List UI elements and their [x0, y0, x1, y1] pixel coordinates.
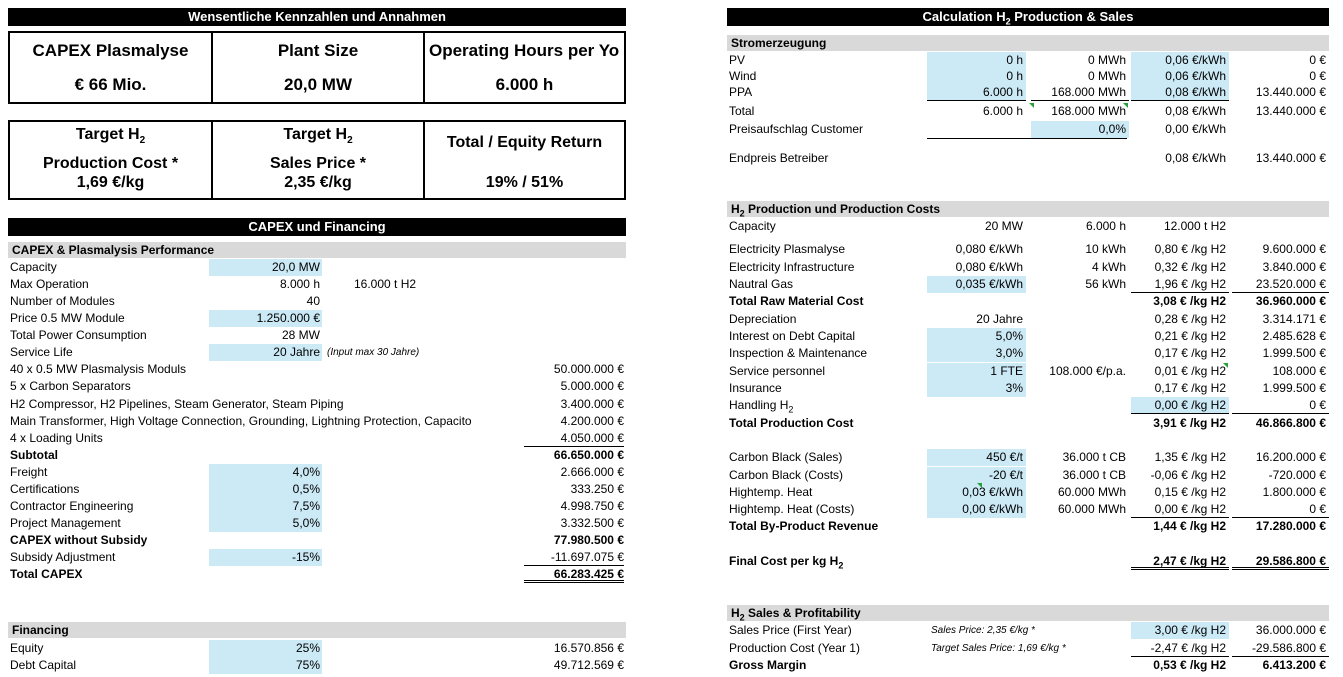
capex-row-label: Max Operation [10, 277, 89, 291]
row-label: Production Cost (Year 1) [729, 641, 860, 655]
row-d: 13.440.000 € [1255, 104, 1326, 118]
row-b: 36.000 t CB [1062, 450, 1126, 464]
row-b: 0,0% [1031, 121, 1129, 138]
row-a: 1 FTE [927, 363, 1026, 380]
capex-row-input: 8.000 h [279, 277, 320, 291]
capex-row-note: (Input max 30 Jahre) [327, 347, 420, 358]
kennzahlen-header: Wensentliche Kennzahlen und Annahmen [8, 8, 626, 26]
row-c: 3,91 € /kg H2 [1153, 416, 1226, 430]
capex-row-amount: 3.332.500 € [524, 515, 624, 532]
row-label: Total Raw Material Cost [729, 294, 864, 308]
row-a: 6.000 h [982, 104, 1023, 118]
row-label: Final Cost per kg $H_2$ [729, 554, 844, 571]
capex-row-amount: 4.200.000 € [524, 413, 624, 430]
row-c: 1,96 € /kg H2 [1131, 276, 1229, 293]
capex-row-label: Main Transformer, High Voltage Connection, Grounding, Lightning Protection, Capacito [10, 414, 472, 428]
capex-row-label: 4 x Loading Units [10, 431, 103, 445]
capex-row-input: -15% [209, 549, 322, 566]
row-b: 108.000 €/p.a. [1049, 364, 1126, 378]
row-label: Total Production Cost [729, 416, 854, 430]
capex-row-input: 0,5% [209, 481, 322, 498]
row-c: 3,00 € /kg H2 [1131, 622, 1229, 639]
row-c: 0,08 €/kWh [1165, 151, 1226, 165]
capex-row-amount: -11.697.075 € [524, 549, 624, 566]
row-d: 46.866.800 € [1255, 416, 1326, 430]
row-label: Gross Margin [729, 658, 807, 672]
row-label: Sales Price (First Year) [729, 623, 852, 637]
row-b: 4 kWh [1091, 260, 1126, 274]
row-d: 23.520.000 € [1232, 276, 1329, 293]
capex-row-label: Total CAPEX [10, 567, 83, 581]
kpi-target-sales-label: Target $H_2$ Sales Price * [269, 126, 367, 173]
comment-marker [1123, 103, 1128, 108]
row-c: 0,53 € /kg H2 [1153, 658, 1226, 672]
row-c: 3,08 € /kg H2 [1153, 294, 1226, 308]
financing-row-amount: 16.570.856 € [553, 641, 624, 655]
kpi-capex-label: CAPEX Plasmalyse [32, 41, 189, 60]
capex-row-amount: 66.650.000 € [524, 447, 624, 464]
row-c: 0,17 € /kg H2 [1154, 346, 1226, 360]
capex-row-input: 20,0 MW [209, 259, 322, 276]
kpi-return-label: Total / Equity Return [446, 134, 603, 151]
row-a: 0,080 €/kWh [955, 242, 1023, 256]
row-a: -20 €/t [927, 467, 1026, 484]
sales-note: Sales Price: 2,35 €/kg * [931, 625, 1035, 636]
kpi-hours-label: Operating Hours per Yo [429, 41, 620, 60]
row-b: 36.000 t CB [1062, 468, 1126, 482]
financing-section: Financing [8, 622, 626, 638]
row-c: -2,47 € /kg H2 [1131, 640, 1229, 657]
row-c: 0,80 € /kg H2 [1154, 242, 1226, 256]
row-label: Electricity Infrastructure [729, 260, 855, 274]
kpi-plant-size-label: Plant Size [277, 41, 359, 60]
row-a: 3% [927, 380, 1026, 397]
row-d: 36.000.000 € [1255, 623, 1326, 637]
row-c: 2,47 € /kg H2 [1131, 553, 1229, 570]
row-d: 0 € [1232, 397, 1329, 414]
divider [927, 138, 1127, 139]
calculation-header: Calculation $H_2$ Production & Sales [727, 8, 1329, 26]
row-c: 0,06 €/kWh [1131, 68, 1229, 85]
financing-row-amount: 49.712.569 € [553, 658, 624, 672]
capex-row-input: 20 Jahre [209, 344, 322, 361]
capex-row-label: Project Management [10, 516, 121, 530]
row-a: 20 MW [984, 219, 1023, 233]
kpi-target-cost-value: 1,69 €/kg [76, 174, 145, 191]
row-label: Service personnel [729, 364, 826, 378]
row-label: Nautral Gas [729, 277, 794, 291]
capex-row-amount: 77.980.500 € [524, 532, 624, 549]
row-d: 1.999.500 € [1262, 346, 1326, 360]
capex-row-label: Certifications [10, 482, 80, 496]
capex-row-label: Number of Modules [10, 294, 115, 308]
kpi-hours-value: 6.000 h [495, 75, 554, 94]
capex-row-label: Contractor Engineering [10, 499, 134, 513]
row-label: Hightemp. Heat (Costs) [729, 502, 855, 516]
capex-row-label: 5 x Carbon Separators [10, 379, 131, 393]
row-label: Handling $H_2$ [729, 398, 794, 415]
capex-row-label: Subsidy Adjustment [10, 550, 116, 564]
row-c: 0,08 €/kWh [1165, 104, 1226, 118]
row-a: 450 €/t [927, 449, 1026, 466]
row-b: 6.000 h [1085, 219, 1126, 233]
row-label: Interest on Debt Capital [729, 329, 856, 343]
capex-row-input: 4,0% [209, 464, 322, 481]
capex-row-amount: 2.666.000 € [524, 464, 624, 481]
row-a: 3,0% [927, 345, 1026, 362]
row-c: 0,15 € /kg H2 [1154, 485, 1226, 499]
capex-row-label: 40 x 0.5 MW Plasmalysis Moduls [10, 362, 187, 376]
row-d: 1.800.000 € [1262, 485, 1326, 499]
row-d: 108.000 € [1272, 364, 1326, 378]
row-d: 13.440.000 € [1255, 85, 1326, 99]
row-a: 0 h [927, 68, 1026, 85]
comment-marker [977, 483, 982, 488]
kpi-plant-size-value: 20,0 MW [283, 75, 353, 94]
row-d: 9.600.000 € [1262, 242, 1326, 256]
capex-row-label: Price 0.5 MW Module [10, 311, 125, 325]
kpi-return-value: 19% / 51% [485, 174, 564, 191]
row-b: 60.000 MWh [1057, 502, 1126, 516]
row-d: 0 € [1309, 69, 1326, 83]
financing-row-label: Debt Capital [10, 658, 77, 672]
kpi-target-cost-label: Target $H_2$ Production Cost * [42, 126, 179, 173]
financing-row-label: Equity [10, 641, 44, 655]
comment-marker [1029, 103, 1034, 108]
row-label: Carbon Black (Costs) [729, 468, 844, 482]
row-d: 3.314.171 € [1262, 312, 1326, 326]
sales-section: $H_2$ Sales & Profitability [727, 605, 1329, 621]
row-a: 0 h [927, 52, 1026, 69]
row-label: Preisaufschlag Customer [729, 122, 864, 136]
row-b: 56 kWh [1085, 277, 1126, 291]
row-label: Insurance [729, 381, 782, 395]
row-a: 0,00 €/kWh [927, 501, 1026, 518]
row-b: 168.000 MWh [1031, 84, 1129, 101]
row-c: 0,08 €/kWh [1131, 84, 1229, 101]
capex-row-label: Subtotal [10, 448, 58, 462]
row-label: Total [729, 104, 755, 118]
capex-row-amount: 66.283.425 € [524, 566, 624, 583]
capex-row-amount: 3.400.000 € [524, 396, 624, 413]
row-d: 1.999.500 € [1262, 381, 1326, 395]
capex-row-amount: 50.000.000 € [524, 361, 624, 378]
capex-section: CAPEX & Plasmalysis Performance [8, 242, 626, 258]
financing-row-share: 75% [209, 657, 322, 674]
production-section: $H_2$ Production und Production Costs [727, 201, 1329, 217]
row-b: 60.000 MWh [1057, 485, 1126, 499]
row-d: 16.200.000 € [1255, 450, 1326, 464]
row-d: -29.586.800 € [1232, 640, 1329, 657]
sales-note: Target Sales Price: 1,69 €/kg * [931, 643, 1066, 654]
row-c: 0,00 €/kWh [1165, 122, 1226, 136]
kpi-target-sales-value: 2,35 €/kg [284, 174, 352, 191]
kpi-capex-value: € 66 Mio. [74, 75, 147, 94]
row-c: 0,00 € /kg H2 [1131, 501, 1229, 518]
row-b: 0 MWh [1087, 53, 1126, 67]
capex-row-label: Capacity [10, 260, 57, 274]
row-label: Inspection & Maintenance [729, 346, 868, 360]
row-c: 0,00 € /kg H2 [1131, 397, 1229, 414]
capex-row-input: 7,5% [209, 498, 322, 515]
row-a: 20 Jahre [976, 312, 1023, 326]
row-a: 0,035 €/kWh [927, 276, 1026, 293]
row-d: 0 € [1309, 53, 1326, 67]
financing-row-share: 25% [209, 640, 322, 657]
capex-row-label: H2 Compressor, H2 Pipelines, Steam Generator, Steam Piping [10, 397, 344, 411]
capex-row-label: CAPEX without Subsidy [10, 533, 148, 547]
row-d: 3.840.000 € [1262, 260, 1326, 274]
row-label: Total By-Product Revenue [729, 519, 879, 533]
row-c: 0,21 € /kg H2 [1154, 329, 1226, 343]
row-label: PV [729, 53, 746, 67]
capex-row-amount: 4.050.000 € [524, 430, 624, 447]
capex-row-label: Total Power Consumption [10, 328, 147, 342]
capex-row-label: Freight [10, 465, 48, 479]
row-d: 29.586.800 € [1232, 553, 1329, 570]
row-c: 0,32 € /kg H2 [1154, 260, 1226, 274]
row-a: 5,0% [927, 328, 1026, 345]
row-c: -0,06 € /kg H2 [1150, 468, 1226, 482]
capex-row-amount: 5.000.000 € [524, 378, 624, 395]
row-d: 17.280.000 € [1255, 519, 1326, 533]
capex-row-input: 1.250.000 € [209, 310, 322, 327]
row-c: 0,06 €/kWh [1131, 52, 1229, 69]
row-b: 10 kWh [1085, 242, 1126, 256]
row-c: 0,01 € /kg H2 [1154, 364, 1226, 378]
comment-marker [1223, 363, 1228, 368]
row-a: 0,03 €/kWh [927, 484, 1026, 501]
capex-row-input: 5,0% [209, 515, 322, 532]
row-c: 1,35 € /kg H2 [1154, 450, 1226, 464]
capex-header: CAPEX und Financing [8, 218, 626, 236]
row-c: 0,28 € /kg H2 [1154, 312, 1226, 326]
row-b: 0 MWh [1087, 69, 1126, 83]
row-label: Carbon Black (Sales) [729, 450, 843, 464]
row-label: Electricity Plasmalyse [729, 242, 846, 256]
row-label: Hightemp. Heat [729, 485, 813, 499]
capex-row-note: 16.000 t H2 [354, 277, 417, 291]
row-d: -720.000 € [1268, 468, 1326, 482]
row-label: Capacity [729, 219, 776, 233]
row-label: Depreciation [729, 312, 797, 326]
strom-section: Stromerzeugung [727, 35, 1329, 51]
capex-row-amount: 4.998.750 € [524, 498, 624, 515]
row-c: 0,17 € /kg H2 [1154, 381, 1226, 395]
row-d: 0 € [1232, 501, 1329, 518]
row-label: Wind [729, 69, 757, 83]
row-d: 6.413.200 € [1262, 658, 1326, 672]
row-d: 2.485.628 € [1262, 329, 1326, 343]
row-c: 12.000 t H2 [1163, 219, 1226, 233]
capex-row-input: 40 [306, 294, 320, 308]
row-c: 1,44 € /kg H2 [1153, 519, 1226, 533]
row-label: PPA [729, 85, 753, 99]
capex-row-amount: 333.250 € [524, 481, 624, 498]
row-a: 0,080 €/kWh [955, 260, 1023, 274]
capex-row-input: 28 MW [281, 328, 320, 342]
row-label: Endpreis Betreiber [729, 151, 829, 165]
row-b: 168.000 MWh [1051, 104, 1126, 118]
row-a: 6.000 h [927, 84, 1026, 101]
row-d: 36.960.000 € [1255, 294, 1326, 308]
capex-row-label: Service Life [10, 345, 73, 359]
row-d: 13.440.000 € [1255, 151, 1326, 165]
